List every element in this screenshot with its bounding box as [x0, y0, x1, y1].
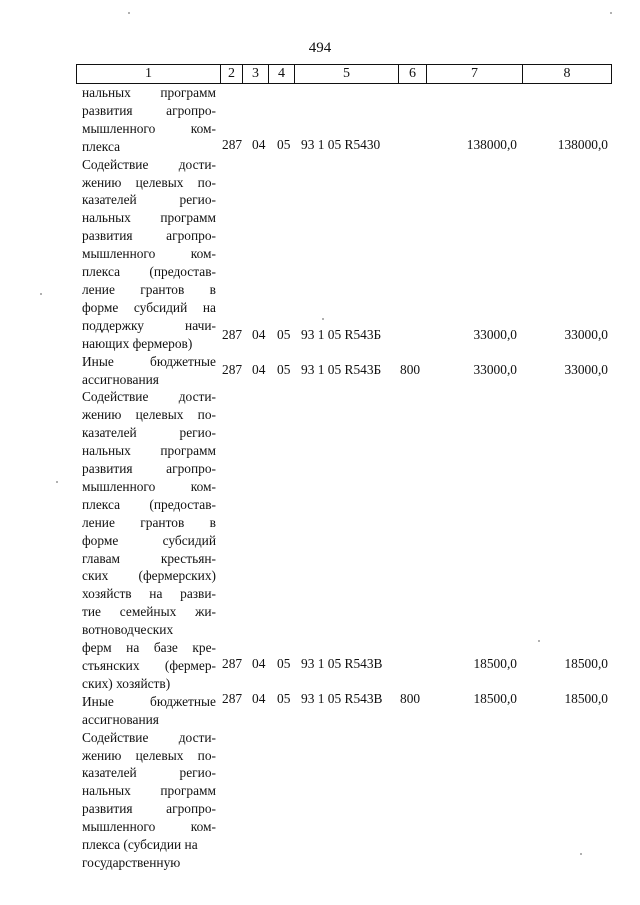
text-line: нальных программ — [82, 85, 216, 100]
cell-col-8: 18500,0 — [564, 656, 608, 671]
text-line: плекса (субсидии на — [82, 837, 198, 853]
cell-col-2: 287 — [222, 327, 243, 342]
text-line: развития агропро- — [82, 228, 216, 244]
cell-col-7: 33000,0 — [473, 362, 517, 377]
header-col-8: 8 — [563, 66, 571, 81]
text-line: ассигнования — [82, 371, 159, 387]
scan-speck — [128, 12, 130, 14]
header-col-4: 4 — [269, 65, 295, 83]
cell-col-3: 04 — [252, 691, 266, 706]
cell-col-4: 05 — [277, 362, 291, 377]
text-line: нальных программ — [82, 443, 216, 459]
text-line: ских (фермерских) — [82, 568, 216, 584]
text-line: государственную — [82, 854, 181, 870]
text-line: развития агропро- — [82, 801, 216, 817]
table-row — [0, 136, 640, 154]
cell-col-4: 05 — [277, 327, 291, 342]
text-line: плекса (предостав- — [82, 264, 216, 280]
table-row — [0, 690, 640, 708]
header-col-7: 7 — [427, 65, 523, 83]
cell-col-8: 18500,0 — [564, 691, 608, 706]
description-column — [82, 84, 216, 872]
text-line: ление грантов в — [82, 514, 216, 530]
scan-speck — [538, 640, 540, 642]
text-line: ферм на базе кре- — [82, 640, 216, 656]
text-line: казателей регио- — [82, 765, 216, 781]
text-line: плекса (предостав- — [82, 496, 216, 512]
cell-col-7: 33000,0 — [473, 327, 517, 342]
text-line: мышленного ком- — [82, 819, 216, 835]
text-line: Содействие дости- — [82, 729, 216, 745]
text-line: форме субсидий — [82, 532, 216, 548]
cell-col-5: 93 1 05 R543Б — [301, 327, 382, 342]
text-line: форме субсидий на — [82, 299, 216, 315]
cell-col-4: 05 — [277, 691, 291, 706]
text-line: Содействие дости- — [82, 389, 216, 405]
text-line: нальных программ — [82, 783, 216, 799]
text-line: жению целевых по- — [82, 407, 216, 423]
cell-col-2: 287 — [222, 362, 243, 377]
page-number: 494 — [308, 40, 332, 56]
text-line: вотноводческих — [82, 622, 174, 638]
cell-col-7: 18500,0 — [473, 691, 517, 706]
text-line: казателей регио- — [82, 425, 216, 441]
text-line: главам крестьян- — [82, 550, 216, 566]
cell-col-6: 800 — [400, 362, 421, 377]
scan-speck — [40, 293, 42, 295]
text-line: нающих фермеров) — [82, 335, 193, 351]
cell-col-5: 93 1 05 R543Б — [301, 362, 382, 377]
cell-col-2: 287 — [222, 691, 243, 706]
text-line: развития агропро- — [82, 461, 216, 477]
cell-col-3: 04 — [252, 137, 266, 152]
cell-col-3: 04 — [252, 327, 266, 342]
cell-col-8: 138000,0 — [557, 137, 608, 152]
cell-col-5: 93 1 05 R543В — [301, 691, 383, 706]
table-header-row — [76, 64, 612, 84]
table-row — [0, 655, 640, 673]
header-col-3: 3 — [243, 65, 269, 83]
text-line: хозяйств на разви- — [82, 586, 216, 602]
text-line: поддержку начи- — [82, 317, 216, 333]
text-line: стьянских (фермер- — [82, 658, 216, 673]
text-line: развития агропро- — [82, 102, 216, 118]
text-line: Содействие дости- — [82, 156, 216, 172]
text-line: плекса — [82, 138, 121, 154]
text-line: ских) хозяйств) — [82, 675, 171, 691]
text-line: ассигнования — [82, 711, 159, 727]
scan-speck — [610, 12, 612, 14]
cell-col-5: 93 1 05 R543В — [301, 656, 383, 671]
scan-speck — [580, 853, 582, 855]
cell-col-8: 33000,0 — [564, 362, 608, 377]
text-line: жению целевых по- — [82, 747, 216, 763]
cell-col-6: 800 — [400, 691, 421, 706]
header-col-1: 1 — [77, 65, 221, 83]
text-line: мышленного ком- — [82, 120, 216, 136]
text-line: мышленного ком- — [82, 478, 216, 494]
text-line: Иные бюджетные — [82, 353, 216, 369]
cell-col-5: 93 1 05 R5430 — [301, 137, 381, 152]
cell-col-7: 18500,0 — [473, 656, 517, 671]
cell-col-4: 05 — [277, 656, 291, 671]
text-line: нальных программ — [82, 210, 216, 226]
cell-col-7: 138000,0 — [466, 137, 517, 152]
scan-speck — [56, 481, 58, 483]
text-line: казателей регио- — [82, 192, 216, 208]
text-line: жению целевых по- — [82, 174, 216, 190]
cell-col-8: 33000,0 — [564, 327, 608, 342]
cell-col-2: 287 — [222, 137, 243, 152]
cell-col-3: 04 — [252, 362, 266, 377]
header-col-6: 6 — [399, 65, 427, 83]
table-row — [0, 326, 640, 344]
cell-col-4: 05 — [277, 137, 291, 152]
cell-col-3: 04 — [252, 656, 266, 671]
text-line: мышленного ком- — [82, 246, 216, 262]
scan-speck — [322, 318, 324, 320]
cell-col-2: 287 — [222, 656, 243, 671]
text-line: ление грантов в — [82, 281, 216, 297]
header-col-2: 2 — [221, 65, 243, 83]
text-line: Иные бюджетные — [82, 693, 216, 709]
table-row — [0, 361, 640, 379]
text-line: тие семейных жи- — [82, 604, 216, 620]
header-col-5: 5 — [295, 65, 399, 83]
